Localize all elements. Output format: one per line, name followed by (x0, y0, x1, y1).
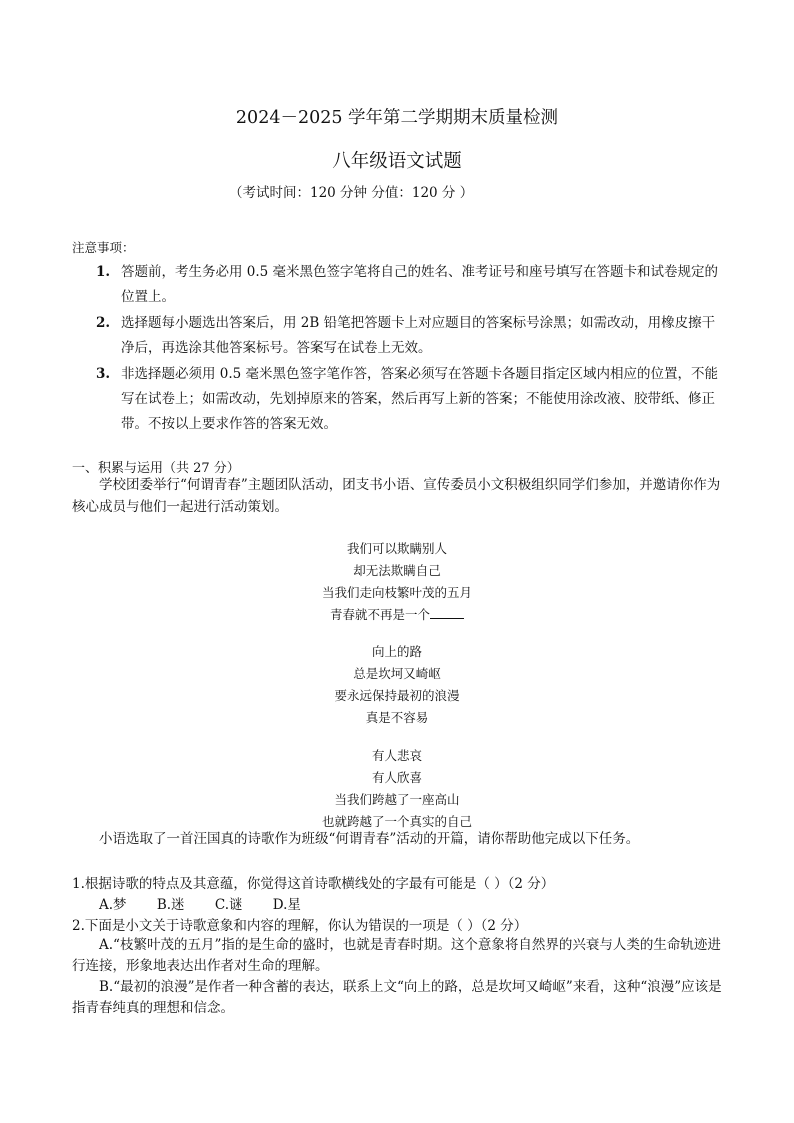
notice-item (96, 311, 726, 361)
option-a: A.梦 (99, 897, 127, 913)
poem-line: 真是不容易 (365, 710, 429, 725)
exam-subtitle: 八年级语文试题 (332, 151, 462, 172)
poem-line: 向上的路 (371, 644, 422, 659)
activity-intro: 学校团委举行“何谓青春”主题团队活动，团支书小语、宣传委员小文积极组织同学们参加，并邀请你作为核心成员与他们一起进行活动策划。 (72, 477, 721, 515)
notice-number: 1. (96, 264, 111, 280)
task-intro: 小语选取了一首汪国真的诗歌作为班级“何谓青春”活动的开篇，请你帮助他完成以下任务。 (99, 831, 640, 847)
poem-line: 却无法欺瞒自己 (353, 563, 441, 578)
fill-blank (430, 606, 464, 619)
poem-line-with-blank (0, 604, 794, 626)
poem-line: 青春就不再是一个 (329, 607, 430, 622)
option-b: B.迷 (156, 897, 185, 913)
notice-text: 答题前，考生务必用 0.5 毫米黑色签字笔将自己的姓名、准考证号和座号填写在答题卡和试卷规定的位置上。 (121, 264, 719, 305)
poem-stanza-1 (0, 538, 794, 626)
exam-info: （考试时间：120 分钟 分值：120 分 ） (229, 185, 474, 201)
poem-line: 我们可以欺瞒别人 (346, 541, 447, 556)
notice-number: 2. (96, 315, 111, 331)
question-1-options (99, 893, 327, 913)
exam-title: 2024－2025 学年第二学期期末质量检测 (235, 108, 559, 128)
poem-line: 有人悲哀 (371, 748, 422, 763)
poem-stanza-2 (0, 641, 794, 729)
question-2-option-b: B.“最初的浪漫”是作者一种含蓄的表达，联系上文“向上的路，总是坎坷又崎岖”来看，这种“浪漫”应该是指青春纯真的理想和信念。 (72, 979, 722, 1016)
poem-line: 当我们跨越了一座高山 (334, 792, 460, 807)
poem-stanza-3 (0, 745, 794, 833)
poem-line: 总是坎坷又崎岖 (353, 666, 441, 681)
notice-label: 注意事项： (72, 240, 135, 255)
question-1: 1.根据诗歌的特点及其意蕴，你觉得这首诗歌横线处的字最有可能是（ ）（2 分） (72, 876, 555, 892)
question-2: 2.下面是小文关于诗歌意象和内容的理解，你认为错误的一项是（ ）（2 分） (72, 918, 528, 934)
notice-item (96, 260, 726, 310)
poem-line: 要永远保持最初的浪漫 (334, 688, 460, 703)
question-2-option-a: A.“枝繁叶茂的五月”指的是生命的盛时，也就是青春时期。这个意象将自然界的兴衰与人类的生命轨迹进行连接，形象地表达出作者对生命的理解。 (72, 937, 721, 974)
notice-text: 选择题每小题选出答案后，用 2B 铅笔把答题卡上对应题目的答案标号涂黑；如需改动，用橡皮擦干净后，再选涂其他答案标号。答案写在试卷上无效。 (121, 315, 716, 356)
poem-line: 有人欣喜 (371, 770, 422, 785)
option-d: D.星 (272, 897, 301, 913)
section-heading: 一、积累与运用（共 27 分） (72, 461, 240, 476)
poem-line: 当我们走向枝繁叶茂的五月 (321, 585, 472, 600)
poem-line: 也就跨越了一个真实的自己 (321, 814, 472, 829)
notice-text: 非选择题必须用 0.5 毫米黑色签字笔作答，答案必须写在答题卡各题目指定区域内相应的位置，不能写在试卷上；如需改动，先划掉原来的答案，然后再写上新的答案；不能使用涂改液、胶带纸、修正带。不按以上要求作答的答案无效。 (121, 366, 719, 432)
notice-number: 3. (96, 366, 111, 382)
option-c: C.谜 (214, 897, 243, 913)
notice-item (96, 362, 726, 437)
